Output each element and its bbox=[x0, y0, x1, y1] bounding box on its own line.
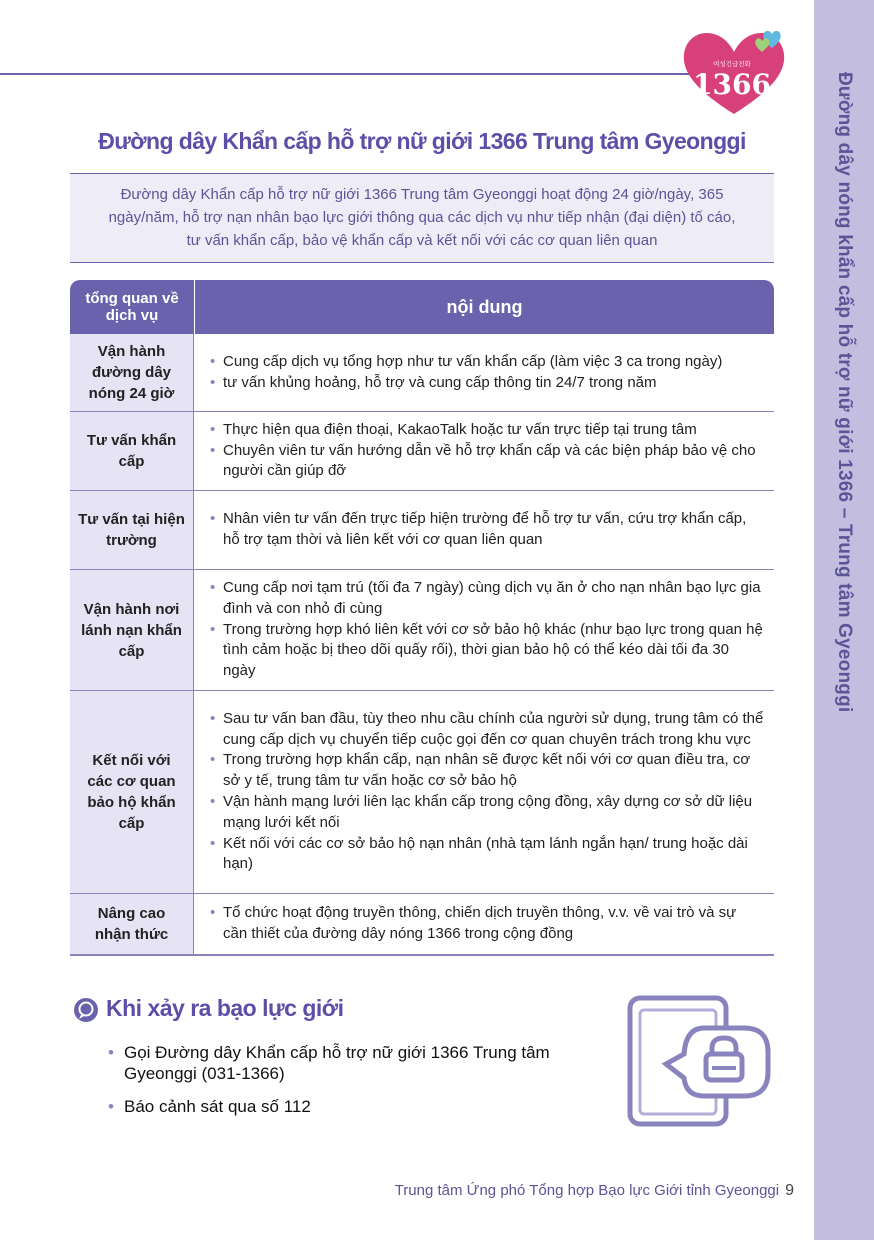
table-row bbox=[70, 334, 774, 412]
table-row bbox=[70, 691, 774, 894]
logo-number: 1366 bbox=[693, 68, 771, 101]
row-content bbox=[194, 491, 774, 569]
row-content bbox=[194, 570, 774, 690]
row-bullet: • Trong trường hợp khó liên kết với cơ sở bảo hộ khác (như bạo lực trong quan hệ tình cảm hoặc bị theo dõi quấy rối), thời gian bảo hộ có thể kéo dài tối đa 30 ngày bbox=[210, 620, 764, 682]
service-table bbox=[70, 280, 774, 956]
row-bullet: • tư vấn khủng hoảng, hỗ trợ và cung cấp thông tin 24/7 trong năm bbox=[210, 373, 764, 394]
phone-lock-icon bbox=[626, 994, 774, 1128]
row-label: Vận hành nơi lánh nạn khẩn cấp bbox=[70, 570, 194, 690]
action-list bbox=[106, 1042, 576, 1129]
intro-line: tư vấn khẩn cấp, bảo vệ khẩn cấp và kết nối với các cơ quan liên quan bbox=[186, 232, 658, 249]
row-label: Tư vấn tại hiện trường bbox=[70, 491, 194, 569]
row-content bbox=[194, 691, 774, 893]
intro-box bbox=[70, 173, 774, 263]
page-title: Đường dây Khẩn cấp hỗ trợ nữ giới 1366 Trung tâm Gyeonggi bbox=[98, 128, 746, 154]
action-item: • Báo cảnh sát qua số 112 bbox=[106, 1096, 576, 1117]
top-rule bbox=[0, 73, 700, 75]
row-bullet: • Chuyên viên tư vấn hướng dẫn về hỗ trợ khẩn cấp và các biện pháp bảo vệ cho người cần giúp đỡ bbox=[210, 441, 764, 483]
table-row bbox=[70, 491, 774, 570]
footer bbox=[395, 1182, 794, 1200]
table-row bbox=[70, 894, 774, 956]
row-bullet: • Vận hành mạng lưới liên lạc khẩn cấp trong cộng đồng, xây dựng cơ sở dữ liệu mạng lưới kết nối bbox=[210, 792, 764, 834]
row-bullet: • Sau tư vấn ban đầu, tùy theo nhu cầu chính của người sử dụng, trung tâm có thể cung cấp dịch vụ chuyển tiếp cuộc gọi đến cơ quan chuyên trách trong khu vực bbox=[210, 709, 764, 751]
intro-line: ngày/năm, hỗ trợ nạn nhân bạo lực giới thông qua các dịch vụ như tiếp nhận (đại diện) tố cáo, bbox=[108, 209, 736, 226]
logo-1366 bbox=[676, 26, 792, 118]
row-content bbox=[194, 894, 774, 954]
row-bullet: • Nhân viên tư vấn đến trực tiếp hiện trường để hỗ trợ tư vấn, cứu trợ khẩn cấp, hỗ trợ tạm thời và liên kết với cơ quan liên quan bbox=[210, 509, 764, 551]
row-bullet: • Cung cấp dịch vụ tổng hợp như tư vấn khẩn cấp (làm việc 3 ca trong ngày) bbox=[210, 352, 764, 373]
row-content bbox=[194, 412, 774, 490]
row-bullet: • Trong trường hợp khẩn cấp, nạn nhân sẽ được kết nối với cơ quan điều tra, cơ sở y tế, trung tâm tư vấn hoặc cơ sở bảo hộ bbox=[210, 750, 764, 792]
row-label: Nâng cao nhận thức bbox=[70, 894, 194, 954]
chat-bubble-icon bbox=[72, 996, 100, 1024]
header-content: nội dung bbox=[446, 296, 523, 317]
table-header bbox=[70, 280, 774, 334]
row-label: Tư vấn khẩn cấp bbox=[70, 412, 194, 490]
footer-text: Trung tâm Ứng phó Tổng hợp Bạo lực Giới tỉnh Gyeonggi bbox=[394, 1182, 780, 1199]
side-title: Đường dây nóng khẩn cấp hỗ trợ nữ giới 1366 – Trung tâm Gyeonggi bbox=[834, 72, 855, 713]
page-number: 9 bbox=[785, 1182, 794, 1199]
table-row bbox=[70, 412, 774, 491]
row-label: Kết nối với các cơ quan bảo hộ khẩn cấp bbox=[70, 691, 194, 893]
table-row bbox=[70, 570, 774, 691]
intro-line: Đường dây Khẩn cấp hỗ trợ nữ giới 1366 Trung tâm Gyeonggi hoạt động 24 giờ/ngày, 365 bbox=[120, 186, 724, 203]
row-bullet: • Thực hiện qua điện thoại, KakaoTalk hoặc tư vấn trực tiếp tại trung tâm bbox=[210, 420, 764, 441]
row-bullet: • Tổ chức hoạt động truyền thông, chiến dịch truyền thông, v.v. về vai trò và sự cần thiết của đường dây nóng 1366 trong cộng đồng bbox=[210, 903, 764, 945]
logo-small-text: 여성긴급전화 bbox=[713, 60, 751, 68]
row-content bbox=[194, 334, 774, 411]
row-label: Vận hành đường dây nóng 24 giờ bbox=[70, 334, 194, 411]
header-service-overview: tổng quan về dịch vụ bbox=[70, 280, 195, 334]
action-item: • Gọi Đường dây Khẩn cấp hỗ trợ nữ giới 1366 Trung tâm Gyeonggi (031-1366) bbox=[106, 1042, 576, 1084]
section-title: Khi xảy ra bạo lực giới bbox=[106, 995, 344, 1021]
row-bullet: • Kết nối với các cơ sở bảo hộ nạn nhân (nhà tạm lánh ngắn hạn/ trung hoặc dài hạn) bbox=[210, 834, 764, 876]
row-bullet: • Cung cấp nơi tạm trú (tối đa 7 ngày) cùng dịch vụ ăn ở cho nạn nhân bạo lực gia đình và con nhỏ đi cùng bbox=[210, 578, 764, 620]
